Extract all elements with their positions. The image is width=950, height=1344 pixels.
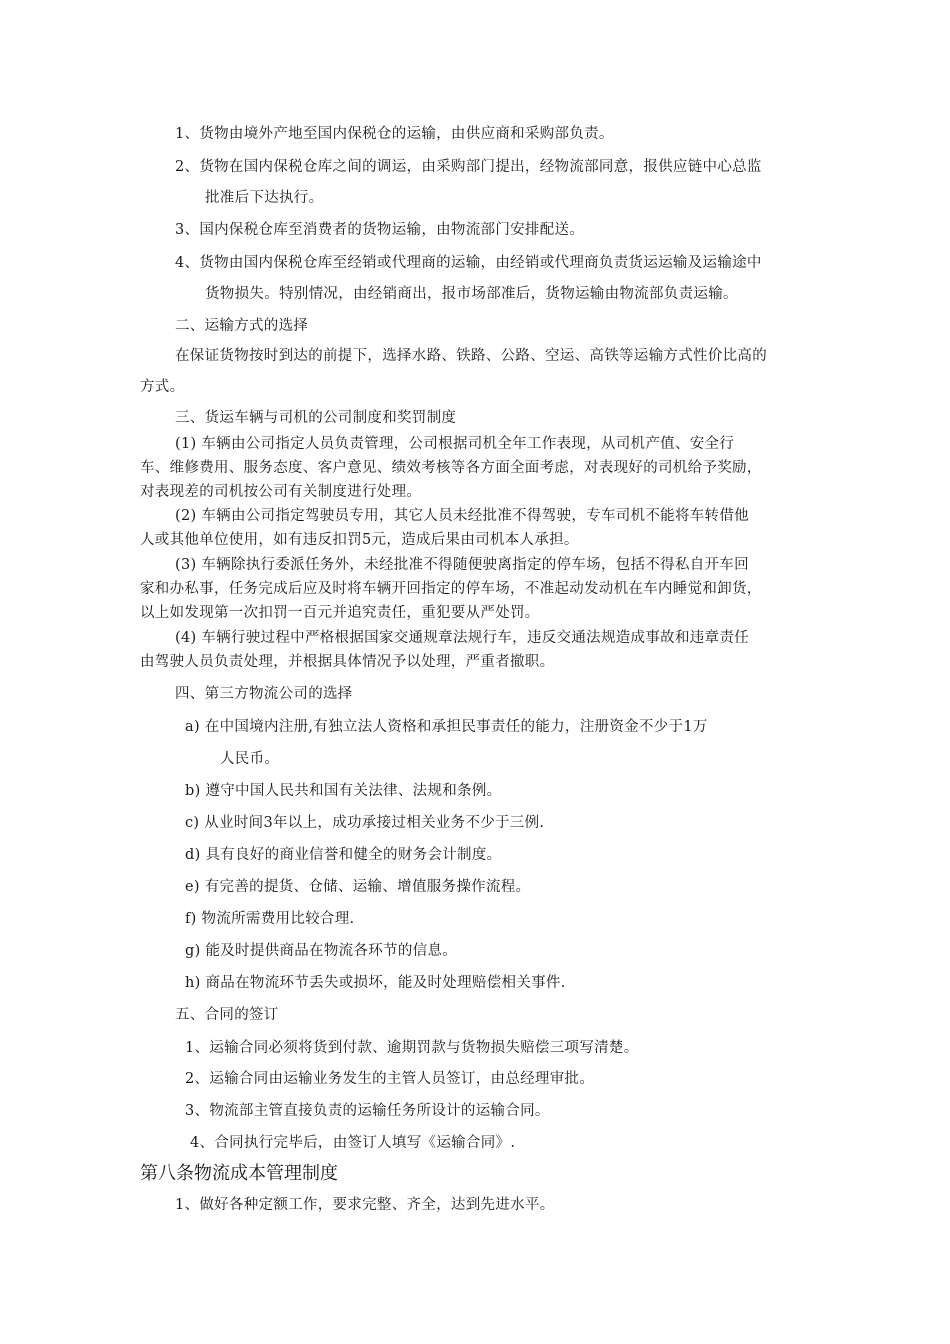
paragraph: (1) 车辆由公司指定人员负责管理，公司根据司机全年工作表现，从司机产值、安全行 — [175, 436, 735, 452]
list-item: a) 在中国境内注册,有独立法人资格和承担民事责任的能力，注册资金不少于1万 — [185, 719, 708, 735]
paragraph: 车、维修费用、服务态度、客户意见、绩效考核等各方面全面考虑，对表现好的司机给予奖励， — [140, 460, 762, 476]
section-title: 二、运输方式的选择 — [175, 318, 309, 334]
list-item: 1、运输合同必须将货到付款、逾期罚款与货物损失赔偿三项写清楚。 — [185, 1040, 639, 1056]
list-item: h) 商品在物流环节丢失或损坏，能及时处理赔偿相关事件. — [185, 975, 566, 991]
paragraph: 方式。 — [140, 379, 185, 395]
list-item: b) 遵守中国人民共和国有关法律、法规和条例。 — [185, 783, 502, 799]
paragraph: 3、国内保税仓库至消费者的货物运输，由物流部门安排配送。 — [175, 222, 585, 238]
list-item: e) 有完善的提货、仓储、运输、增值服务操作流程。 — [185, 879, 531, 895]
section-title: 三、货运车辆与司机的公司制度和奖罚制度 — [175, 410, 457, 426]
article-heading: 第八条物流成本管理制度 — [140, 1163, 338, 1184]
paragraph: 1、货物由境外产地至国内保税仓的运输，由供应商和采购部负责。 — [175, 126, 614, 142]
paragraph: 由驾驶人员负责处理，并根据具体情况予以处理，严重者撤职。 — [140, 654, 555, 670]
paragraph: 4、货物由国内保税仓库至经销或代理商的运输，由经销或代理商负责货运运输及运输途中 — [175, 255, 762, 271]
paragraph: 2、货物在国内保税仓库之间的调运，由采购部门提出，经物流部同意，报供应链中心总监 — [175, 159, 762, 175]
list-item: f) 物流所需费用比较合理. — [185, 911, 355, 927]
paragraph: 对表现差的司机按公司有关制度进行处理。 — [140, 484, 422, 500]
paragraph: 在保证货物按时到达的前提下，选择水路、铁路、公路、空运、高铁等运输方式性价比高的 — [175, 348, 767, 364]
section-title: 五、合同的签订 — [175, 1007, 279, 1023]
paragraph: 家和办私事，任务完成后应及时将车辆开回指定的停车场，不准起动发动机在车内睡觉和卸货， — [140, 581, 762, 597]
paragraph: (2) 车辆由公司指定驾驶员专用，其它人员未经批准不得驾驶，专车司机不能将车转借他 — [175, 508, 749, 524]
paragraph: 货物损失。特别情况，由经销商出，报市场部准后，货物运输由物流部负责运输。 — [205, 286, 738, 302]
paragraph: (3) 车辆除执行委派任务外，未经批准不得随便驶离指定的停车场，包括不得私自开车回 — [175, 557, 749, 573]
list-item: d) 具有良好的商业信誉和健全的财务会计制度。 — [185, 847, 502, 863]
paragraph: 人或其他单位使用，如有违反扣罚5元，造成后果由司机本人承担。 — [140, 532, 579, 548]
paragraph: 以上如发现第一次扣罚一百元并追究责任，重犯要从严处罚。 — [140, 605, 540, 621]
list-item: 3、物流部主管直接负责的运输任务所设计的运输合同。 — [185, 1103, 550, 1119]
section-title: 四、第三方物流公司的选择 — [175, 686, 353, 702]
paragraph: (4) 车辆行驶过程中严格根据国家交通规章法规行车，违反交通法规造成事故和违章责任 — [175, 630, 749, 646]
list-item: g) 能及时提供商品在物流各环节的信息。 — [185, 943, 458, 959]
list-item: 4、合同执行完毕后，由签订人填写《运输合同》. — [190, 1135, 516, 1151]
list-item: 2、运输合同由运输业务发生的主管人员签订，由总经理审批。 — [185, 1071, 595, 1087]
paragraph: 批准后下达执行。 — [205, 190, 324, 206]
list-item: c) 从业时间3年以上，成功承接过相关业务不少于三例. — [185, 815, 545, 831]
list-item: 人民币。 — [220, 751, 280, 767]
paragraph: 1、做好各种定额工作，要求完整、齐全，达到先进水平。 — [175, 1197, 555, 1213]
